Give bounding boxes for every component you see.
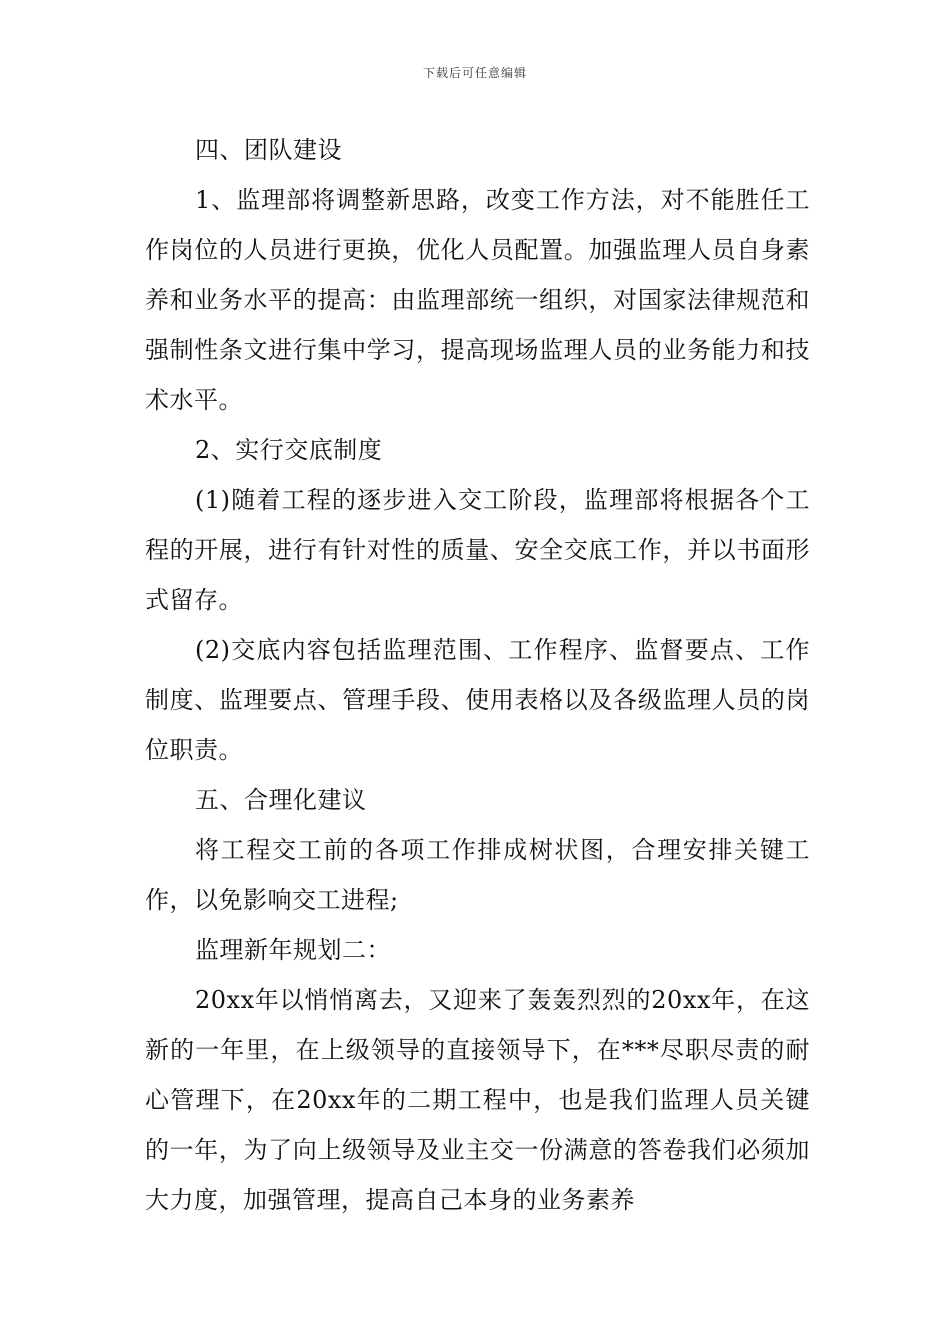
section-heading-team-building: 四、团队建设 [195,136,342,164]
paragraph-tree-diagram: 将工程交工前的各项工作排成树状图，合理安排关键工作，以免影响交工进程; [145,836,810,914]
section-heading-suggestions: 五、合理化建议 [195,786,367,814]
document-body [145,125,810,1225]
paragraph-briefing-item-1: (1)随着工程的逐步进入交工阶段，监理部将根据各个工程的开展，进行有针对性的质量、安全交底工作，并以书面形式留存。 [145,486,810,614]
page-header: 下载后可任意编辑 [422,66,527,80]
paragraph-new-year: 20xx年以悄悄离去，又迎来了轰轰烈烈的20xx年，在这新的一年里，在上级领导的直接领导下，在***尽职尽责的耐心管理下，在20xx年的二期工程中，也是我们监理人员关键的一年，为了向上级领导及业主交一份满意的答卷我们必须加大力度，加强管理，提高自己本身的业务素养 [145,986,810,1214]
paragraph-briefing-item-2: (2)交底内容包括监理范围、工作程序、监督要点、工作制度、监理要点、管理手段、使用表格以及各级监理人员的岗位职责。 [145,636,810,764]
heading-plan-two: 监理新年规划二： [195,936,391,964]
subheading-briefing-system: 2、实行交底制度 [195,436,383,464]
paragraph-adjust-approach: 1、监理部将调整新思路，改变工作方法，对不能胜任工作岗位的人员进行更换，优化人员配置。加强监理人员自身素养和业务水平的提高：由监理部统一组织，对国家法律规范和强制性条文进行集中学习，提高现场监理人员的业务能力和技术水平。 [145,186,810,414]
